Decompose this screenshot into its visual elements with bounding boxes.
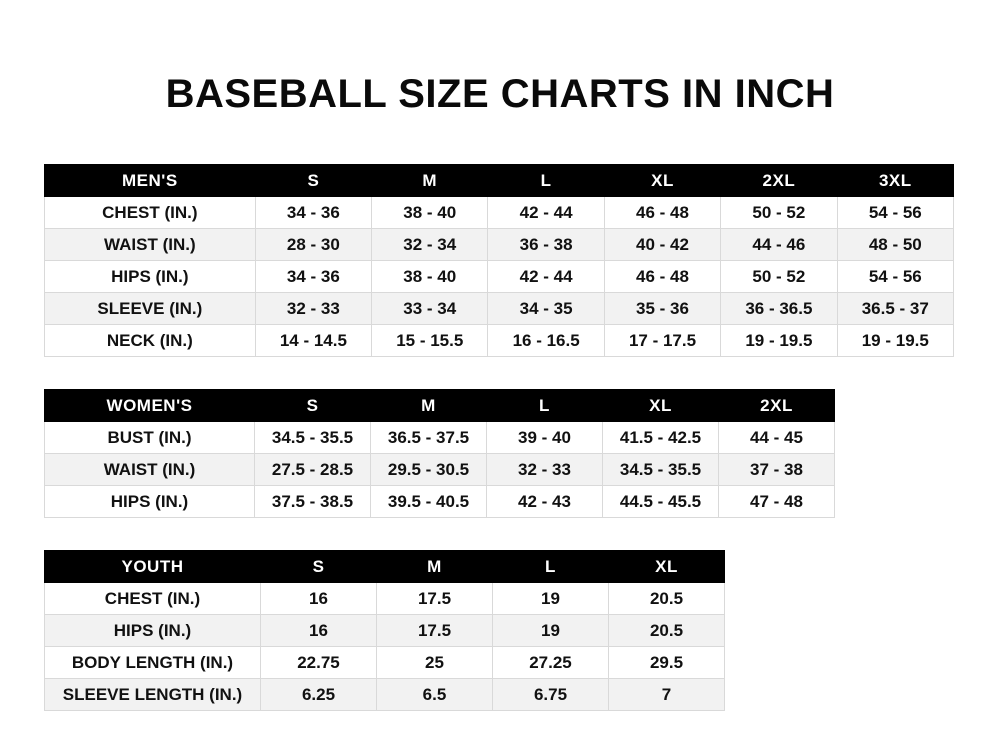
table-cell: 50 - 52 (721, 197, 837, 229)
table-row (45, 325, 954, 357)
table-cell: 27.25 (493, 647, 609, 679)
table-row (45, 293, 954, 325)
row-label: BUST (IN.) (45, 422, 255, 454)
table-cell: 32 - 33 (255, 293, 371, 325)
table-cell: 36 - 38 (488, 229, 604, 261)
row-label: WAIST (IN.) (45, 454, 255, 486)
table-cell: 16 - 16.5 (488, 325, 604, 357)
youth-table (44, 550, 725, 711)
table-cell: 42 - 43 (487, 486, 603, 518)
column-header: L (488, 165, 604, 197)
table-cell: 46 - 48 (604, 197, 720, 229)
spacer (44, 357, 956, 389)
table-cell: 33 - 34 (372, 293, 488, 325)
table-cell: 7 (609, 679, 725, 711)
table-cell: 6.5 (377, 679, 493, 711)
table-cell: 29.5 - 30.5 (371, 454, 487, 486)
row-label: NECK (IN.) (45, 325, 256, 357)
table-cell: 44 - 46 (721, 229, 837, 261)
table-cell: 6.75 (493, 679, 609, 711)
table-cell: 19 - 19.5 (837, 325, 953, 357)
mens-size-chart (44, 164, 956, 357)
womens-size-chart (44, 389, 956, 518)
column-header: YOUTH (45, 551, 261, 583)
row-label: WAIST (IN.) (45, 229, 256, 261)
table-cell: 19 (493, 583, 609, 615)
table-cell: 28 - 30 (255, 229, 371, 261)
column-header: XL (603, 390, 719, 422)
table-cell: 38 - 40 (372, 261, 488, 293)
table-cell: 42 - 44 (488, 261, 604, 293)
table-cell: 34 - 36 (255, 197, 371, 229)
column-header: M (372, 165, 488, 197)
table-cell: 50 - 52 (721, 261, 837, 293)
womens-table (44, 389, 835, 518)
column-header: 2XL (721, 165, 837, 197)
table-cell: 19 (493, 615, 609, 647)
column-header: M (377, 551, 493, 583)
table-cell: 54 - 56 (837, 261, 953, 293)
row-label: CHEST (IN.) (45, 583, 261, 615)
table-cell: 37.5 - 38.5 (255, 486, 371, 518)
table-cell: 39.5 - 40.5 (371, 486, 487, 518)
table-row (45, 454, 835, 486)
table-cell: 40 - 42 (604, 229, 720, 261)
table-cell: 16 (261, 583, 377, 615)
column-header: M (371, 390, 487, 422)
table-cell: 19 - 19.5 (721, 325, 837, 357)
column-header: MEN'S (45, 165, 256, 197)
column-header: L (487, 390, 603, 422)
table-row (45, 261, 954, 293)
table-cell: 17.5 (377, 615, 493, 647)
table-cell: 27.5 - 28.5 (255, 454, 371, 486)
table-cell: 32 - 34 (372, 229, 488, 261)
row-label: HIPS (IN.) (45, 261, 256, 293)
table-header-row (45, 165, 954, 197)
row-label: SLEEVE (IN.) (45, 293, 256, 325)
table-cell: 20.5 (609, 615, 725, 647)
table-header-row (45, 390, 835, 422)
youth-size-chart (44, 550, 956, 711)
column-header: S (255, 390, 371, 422)
table-cell: 29.5 (609, 647, 725, 679)
table-row (45, 615, 725, 647)
table-row (45, 229, 954, 261)
table-cell: 34.5 - 35.5 (255, 422, 371, 454)
table-cell: 35 - 36 (604, 293, 720, 325)
table-cell: 22.75 (261, 647, 377, 679)
table-cell: 36.5 - 37.5 (371, 422, 487, 454)
table-header-row (45, 551, 725, 583)
row-label: CHEST (IN.) (45, 197, 256, 229)
table-cell: 34 - 35 (488, 293, 604, 325)
column-header: S (261, 551, 377, 583)
table-row (45, 583, 725, 615)
table-cell: 36 - 36.5 (721, 293, 837, 325)
table-cell: 48 - 50 (837, 229, 953, 261)
table-row (45, 197, 954, 229)
table-cell: 17 - 17.5 (604, 325, 720, 357)
spacer (44, 518, 956, 550)
table-row (45, 486, 835, 518)
table-cell: 42 - 44 (488, 197, 604, 229)
table-cell: 32 - 33 (487, 454, 603, 486)
mens-table (44, 164, 954, 357)
row-label: BODY LENGTH (IN.) (45, 647, 261, 679)
table-cell: 20.5 (609, 583, 725, 615)
row-label: HIPS (IN.) (45, 615, 261, 647)
table-cell: 47 - 48 (719, 486, 835, 518)
row-label: HIPS (IN.) (45, 486, 255, 518)
table-cell: 46 - 48 (604, 261, 720, 293)
column-header: L (493, 551, 609, 583)
column-header: 3XL (837, 165, 953, 197)
table-cell: 39 - 40 (487, 422, 603, 454)
table-row (45, 679, 725, 711)
table-cell: 16 (261, 615, 377, 647)
table-cell: 44 - 45 (719, 422, 835, 454)
table-cell: 44.5 - 45.5 (603, 486, 719, 518)
column-header: WOMEN'S (45, 390, 255, 422)
table-cell: 34 - 36 (255, 261, 371, 293)
table-cell: 36.5 - 37 (837, 293, 953, 325)
page-title: BASEBALL SIZE CHARTS IN INCH (165, 72, 835, 116)
table-cell: 38 - 40 (372, 197, 488, 229)
table-cell: 34.5 - 35.5 (603, 454, 719, 486)
table-row (45, 647, 725, 679)
column-header: XL (609, 551, 725, 583)
column-header: XL (604, 165, 720, 197)
table-cell: 17.5 (377, 583, 493, 615)
table-cell: 14 - 14.5 (255, 325, 371, 357)
size-charts-container (0, 164, 1000, 711)
table-cell: 15 - 15.5 (372, 325, 488, 357)
row-label: SLEEVE LENGTH (IN.) (45, 679, 261, 711)
column-header: S (255, 165, 371, 197)
table-row (45, 422, 835, 454)
table-cell: 41.5 - 42.5 (603, 422, 719, 454)
table-cell: 6.25 (261, 679, 377, 711)
table-cell: 37 - 38 (719, 454, 835, 486)
table-cell: 25 (377, 647, 493, 679)
column-header: 2XL (719, 390, 835, 422)
table-cell: 54 - 56 (837, 197, 953, 229)
